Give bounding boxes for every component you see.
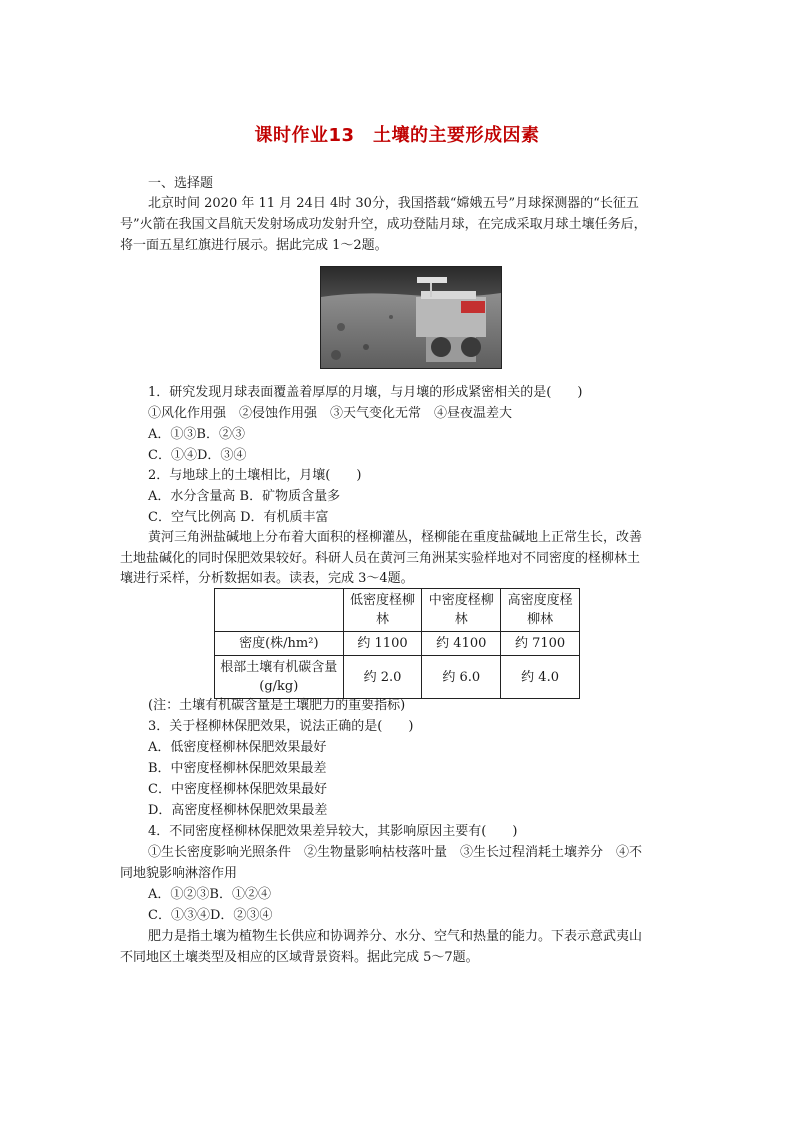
intro2-line2: 土地盐碱化的同时保肥效果较好。科研人员在黄河三角洲某实验样地对不同密度的柽柳林土: [120, 551, 641, 566]
q1-stem: 1．研究发现月球表面覆盖着厚厚的月壤，与月壤的形成紧密相关的是( ): [148, 385, 583, 400]
table-header-cell: 低密度柽柳林: [343, 589, 422, 632]
q1-options-ab: A．①③B．②③: [148, 427, 245, 442]
q3-option-c: C．中密度柽柳林保肥效果最好: [148, 782, 327, 797]
table-cell: 约 4.0: [501, 656, 580, 699]
section-heading: 一、选择题: [148, 176, 214, 191]
q2-stem: 2．与地球上的土壤相比，月壤( ): [148, 468, 362, 483]
q4-options-cd: C．①③④D．②③④: [148, 908, 273, 923]
density-carbon-table: [214, 588, 580, 699]
table-cell: 约 6.0: [422, 656, 501, 699]
intro1-line3: 将一面五星红旗进行展示。据此完成 1～2题。: [120, 238, 388, 253]
q1-options-cd: C．①④D．③④: [148, 448, 247, 463]
table-cell: 根部土壤有机碳含量(g/kg): [215, 656, 344, 699]
q3-stem: 3．关于柽柳林保肥效果，说法正确的是( ): [148, 719, 414, 734]
q4-options-ab: A．①②③B．①②④: [148, 887, 271, 902]
intro2-line3: 壤进行采样，分析数据如表。读表，完成 3～4题。: [120, 571, 414, 586]
intro3-line2: 不同地区土壤类型及相应的区域背景资料。据此完成 5～7题。: [120, 950, 479, 965]
table-cell: 约 1100: [343, 632, 422, 656]
q4-items-line2: 同地貌影响淋溶作用: [120, 866, 238, 881]
intro3-line1: 肥力是指土壤为植物生长供应和协调养分、水分、空气和热量的能力。下表示意武夷山: [148, 929, 643, 944]
intro2-line1: 黄河三角洲盐碱地上分布着大面积的柽柳灌丛，柽柳能在重度盐碱地上正常生长，改善: [148, 530, 643, 545]
table-header-cell: 中密度柽柳林: [422, 589, 501, 632]
table-note: (注：土壤有机碳含量是土壤肥力的重要指标): [148, 698, 406, 713]
table-header-cell: [215, 589, 344, 632]
table-cell: 约 4100: [422, 632, 501, 656]
intro1-line2: 号”火箭在我国文昌航天发射场成功发射升空，成功登陆月球，在完成采取月球土壤任务后，: [120, 217, 647, 232]
table-row: [215, 632, 580, 656]
table-cell: 密度(株/hm²): [215, 632, 344, 656]
table-cell: 约 2.0: [343, 656, 422, 699]
lunar-surface-image: [321, 267, 501, 368]
q2-options-ab: A．水分含量高 B．矿物质含量多: [148, 489, 341, 504]
q4-items-line1: ①生长密度影响光照条件 ②生物量影响枯枝落叶量 ③生长过程消耗土壤养分 ④不: [148, 845, 643, 860]
q3-option-d: D．高密度柽柳林保肥效果最差: [148, 803, 328, 818]
lunar-rover-photo: [320, 266, 502, 369]
table-header-row: [215, 589, 580, 632]
table-header-cell: 高密度度柽柳林: [501, 589, 580, 632]
q1-items: ①风化作用强 ②侵蚀作用强 ③天气变化无常 ④昼夜温差大: [148, 406, 513, 421]
q4-stem: 4．不同密度柽柳林保肥效果差异较大，其影响原因主要有( ): [148, 824, 518, 839]
q3-option-a: A．低密度柽柳林保肥效果最好: [148, 740, 327, 755]
table-row: [215, 656, 580, 699]
q3-option-b: B．中密度柽柳林保肥效果最差: [148, 761, 327, 776]
table-cell: 约 7100: [501, 632, 580, 656]
q2-options-cd: C．空气比例高 D．有机质丰富: [148, 510, 329, 525]
page-title: 课时作业13 土壤的主要形成因素: [254, 125, 540, 146]
intro1-line1: 北京时间 2020 年 11 月 24日 4时 30分，我国搭载“嫦娥五号”月球探测器的“长征五: [148, 196, 639, 211]
